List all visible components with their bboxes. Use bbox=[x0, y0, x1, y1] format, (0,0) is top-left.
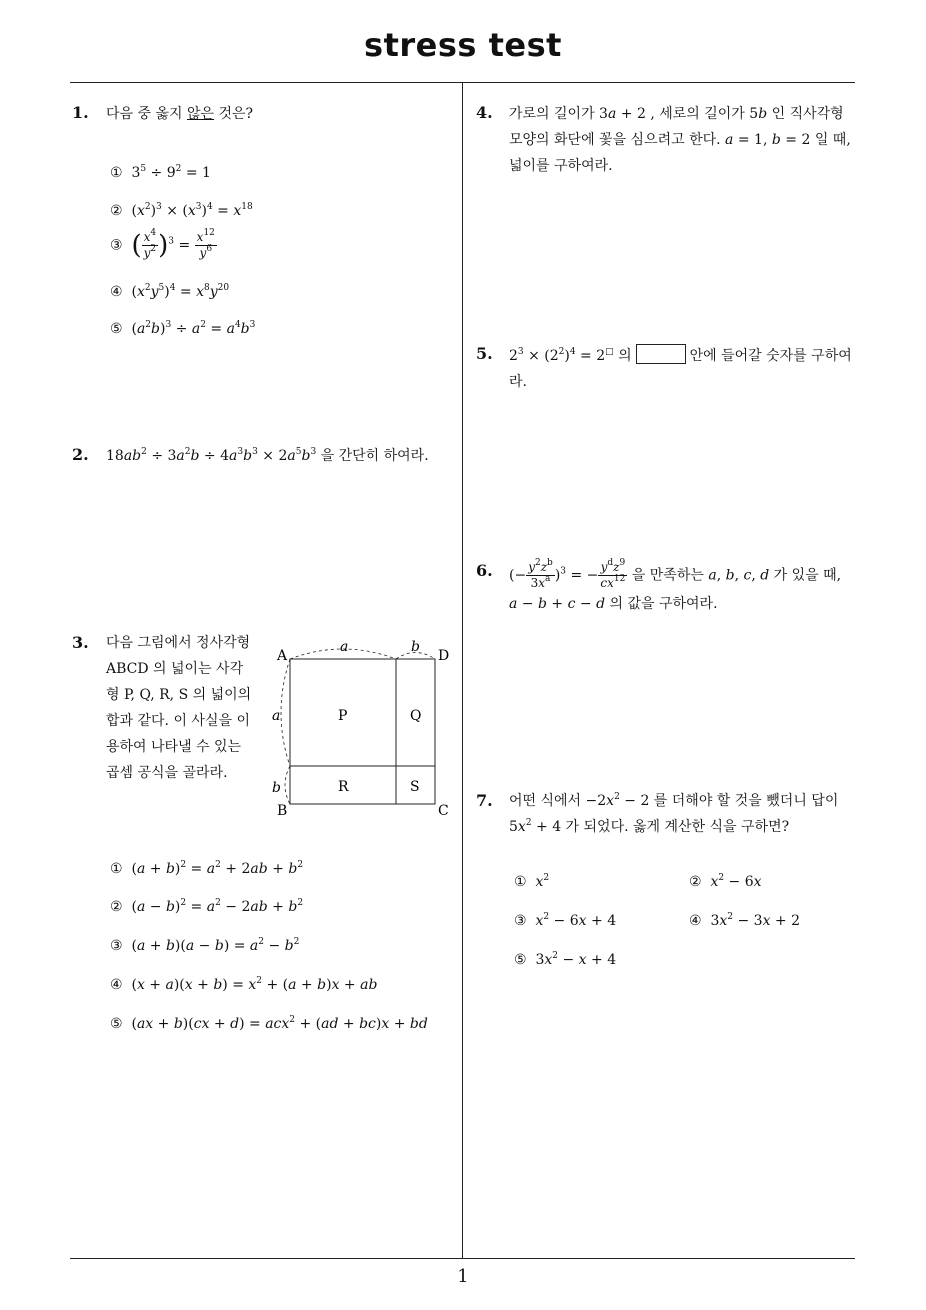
q3-choice-5[interactable]: ⑤ (ax + b)(cx + d) = acx$^2$ + (ad + bc)x + bd bbox=[110, 1015, 428, 1032]
q6-text: (− $\frac{y^2z^b}{3x^a}$ )$^3$ = − $\frac{y^dz^9}{cx^{12}}$ 을 만족하는 a, b, c, d 가 있을 때, a − b + c − d 의 값을 구하여라. bbox=[509, 558, 842, 612]
q1-choice-3[interactable]: ③ ( $\frac{x^4}{y^2}$ )$^3$ = $\frac{x^{12}}{y^6}$ bbox=[110, 228, 215, 261]
q1-choice-2[interactable]: ② $(x^2)^3 \times (x^3)^4 = x^{18}$ bbox=[110, 202, 253, 219]
top-b-label: b bbox=[411, 639, 420, 655]
q3-choice-4[interactable]: ④ $(x + a)(x + b) = x^2 + (a + b)x$ + ab bbox=[110, 976, 378, 993]
q1-number: 1. bbox=[72, 103, 89, 122]
q6-number: 6. bbox=[476, 561, 493, 580]
footer-rule bbox=[70, 1258, 855, 1259]
q1-choice-5[interactable]: ⑤ $(a^2b)^3 \div a^2 = a^4b^3$ bbox=[110, 320, 256, 337]
page-title: stress test bbox=[364, 26, 562, 64]
region-s-label: S bbox=[410, 779, 420, 795]
q7-choice-1[interactable]: ① $x^2$ bbox=[514, 873, 550, 890]
q7-choice-2[interactable]: ② $x^2 - 6x$ bbox=[689, 873, 762, 890]
page-number: 1 bbox=[457, 1266, 469, 1287]
q3-choice-2[interactable]: ② $(a - b)^2 = a^2 - 2ab + b^2$ bbox=[110, 898, 304, 915]
q2-number: 2. bbox=[72, 445, 89, 464]
answer-blank-box bbox=[636, 344, 686, 364]
region-r-label: R bbox=[338, 779, 349, 795]
q1-choice-1[interactable]: ① $3^5 \div 9^2 = 1$ bbox=[110, 164, 211, 181]
vertex-d-label: D bbox=[438, 648, 450, 664]
column-divider bbox=[462, 83, 463, 1259]
q1-text: 다음 중 옳지 않은 것은? bbox=[106, 106, 254, 122]
region-p-label: P bbox=[338, 708, 348, 724]
vertex-c-label: C bbox=[438, 803, 449, 819]
left-b-label: b bbox=[272, 780, 281, 796]
left-a-label: a bbox=[272, 708, 281, 724]
vertex-a-label: A bbox=[277, 648, 288, 664]
q3-choice-1[interactable]: ① $(a + b)^2 = a^2 + 2ab + b^2$ bbox=[110, 860, 304, 877]
q2-text: $18ab^2 \div 3a^2b \div 4a^3b^3 \times 2a^5b^3$ 을 간단히 하여라. bbox=[106, 447, 429, 464]
q3-number: 3. bbox=[72, 633, 89, 652]
q4-text: 가로의 길이가 3a + 2 , 세로의 길이가 5b 인 직사각형 모양의 화단에 꽃을 심으려고 한다. a = 1, b = 2 일 때, 넓이를 구하여라. bbox=[509, 106, 851, 174]
q7-choice-4[interactable]: ④ $3x^2 - 3x + 2$ bbox=[689, 912, 801, 929]
q7-choice-3[interactable]: ③ $x^2 - 6x + 4$ bbox=[514, 912, 617, 929]
q3-square-figure bbox=[268, 636, 458, 822]
top-a-label: a bbox=[340, 639, 349, 655]
q3-choice-3[interactable]: ③ $(a + b)(a - b) = a^2 - b^2$ bbox=[110, 937, 300, 954]
region-q-label: Q bbox=[410, 708, 422, 724]
q7-number: 7. bbox=[476, 791, 493, 810]
q5-number: 5. bbox=[476, 344, 493, 363]
q3-text: 다음 그림에서 정사각형 ABCD 의 넓이는 사각형 P, Q, R, S 의 넓이의 합과 같다. 이 사실을 이용하여 나타낼 수 있는 곱셈 공식을 골라라. bbox=[106, 635, 252, 781]
q7-text: 어떤 식에서 $-2x^2 - 2$ 를 더해야 할 것을 뺐더니 답이 $5x^2 + 4$ 가 되었다. 옳게 계산한 식을 구하면? bbox=[509, 792, 839, 835]
q5-text: $2^3 \times (2^2)^4 = 2^□$ 의 안에 들어갈 숫자를 구하여라. bbox=[509, 343, 859, 395]
q7-choice-5[interactable]: ⑤ $3x^2 - x + 4$ bbox=[514, 951, 617, 968]
q4-number: 4. bbox=[476, 103, 493, 122]
q1-choice-4[interactable]: ④ $(x^2y^5)^4 = x^8y^{20}$ bbox=[110, 283, 230, 300]
vertex-b-label: B bbox=[277, 803, 288, 819]
